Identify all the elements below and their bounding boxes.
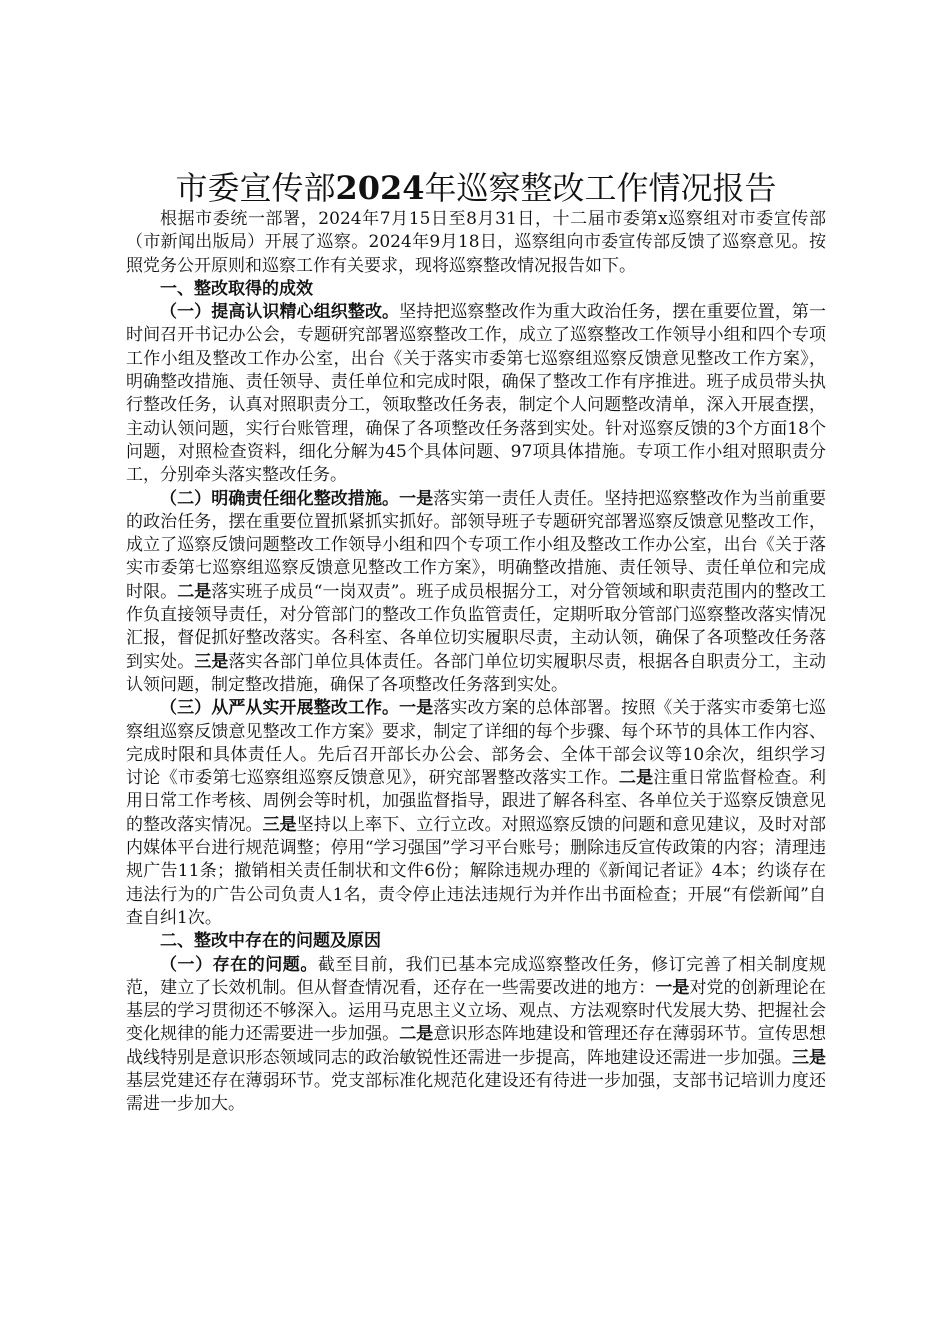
document-page: [126, 168, 826, 1117]
section1-p3-text-1: 落实改方案的总体部署。按照《关于落实市委第七巡察组巡察反馈意见整改工作方案》要求，制定了详细的每个步骤、每个环节的具体工作内容、完成时限和具体责任人。先后召开部长办公会、部务会、全体干部会议等10余次，组织学习讨论《市委第七巡察组巡察反馈意见》，研究部署整改落实工作。: [126, 698, 827, 789]
section1-paragraph-3: [126, 697, 826, 930]
section2-paragraph-1: [126, 954, 826, 1117]
section1-p2-marker-1: 一是: [399, 488, 434, 509]
section1-p1-text: 坚持把巡察整改作为重大政治任务，摆在重要位置，第一时间召开书记办公会，专题研究部署巡察整改工作，成立了巡察整改工作领导小组和四个专项工作小组及整改工作办公室，出台《关于落实市委第七巡察组巡察反馈意见整改工作方案》，明确整改措施、责任领导、责任单位和完成时限，确保了整改工作有序推进。班子成员带头执行整改任务，认真对照职责分工，领取整改任务表，制定个人问题整改清单，深入开展查摆，主动认领问题，实行台账管理，确保了各项整改任务落到实处。针对巡察反馈的3个方面18个问题，对照检查资料，细化分解为45个具体问题、97项具体措施。专项工作小组对照职责分工，分别牵头落实整改任务。: [126, 302, 827, 486]
section2-p1-lead: （一）存在的问题。: [160, 954, 318, 975]
section1-p3-text-3: 坚持以上率下、立行立改。对照巡察反馈的问题和意见建议，及时对部内媒体平台进行规范调整；停用“学习强国”学习平台账号；删除违反宣传政策的内容；清理违规广告11条；撤销相关责任制状和文件6份；解除违规办理的《新闻记者证》4本；约谈存在违法行为的广告公司负责人1名，责令停止违法违规行为并作出书面检查；开展“有偿新闻”自查自纠1次。: [126, 814, 827, 928]
section1-heading: 一、整改取得的成效: [160, 278, 313, 299]
intro-paragraph: 根据市委统一部署，2024年7月15日至8月31日，十二届市委第x巡察组对市委宣传部（市新闻出版局）开展了巡察。2024年9月18日，巡察组向市委宣传部反馈了巡察意见。按照党务公开原则和巡察工作有关要求，现将巡察整改情况报告如下。: [126, 209, 826, 276]
section2-p1-text-3: 基层党建还存在薄弱环节。党支部标准化规范化建设还有待进一步加强，支部书记培训力度还需进一步加大。: [126, 1070, 826, 1115]
title-part1: 市委宣传部: [175, 169, 336, 207]
section1-p3-marker-2: 二是: [618, 768, 654, 789]
section1-paragraph-2: [126, 488, 826, 698]
section2-p1-marker-3: 三是: [791, 1047, 827, 1068]
section1-paragraph-1: [126, 301, 826, 487]
section1-p2-text-1: 落实第一责任人责任。坚持把巡察整改作为当前重要的政治任务，摆在重要位置抓紧抓实抓好。部领导班子专题研究部署巡察反馈意见整改工作，成立了巡察反馈问题整改工作领导小组和四个专项工作小组及整改工作办公室，出台《关于落实市委第七巡察组巡察反馈意见整改工作方案》，明确整改措施、责任领导、责任单位和完成时限。: [126, 488, 827, 602]
section2-p1-text-1: 对党的创新理论在基层的学习贯彻还不够深入。运用马克思主义立场、观点、方法观察时代发展大势、把握社会变化规律的能力还需要进一步加强。: [126, 977, 827, 1045]
section2-heading: 二、整改中存在的问题及原因: [160, 931, 381, 952]
section1-p3-text-2: 注重日常监督检查。利用日常工作考核、周例会等时机，加强监督指导，跟进了解各科室、各单位关于巡察反馈意见的整改落实情况。: [126, 768, 827, 835]
section1-p2-text-2: 落实班子成员“一岗双责”。班子成员根据分工，对分管领域和职责范围内的整改工作负直接领导责任，对分管部门的整改工作负监管责任，定期听取分管部门巡察整改落实情况汇报，督促抓好整改落实。各科室、各单位切实履职尽责，主动认领，确保了各项整改任务落到实处。: [126, 581, 827, 672]
section1-p3-lead: （三）从严从实开展整改工作。: [160, 698, 400, 719]
section1-p2-marker-3: 三是: [194, 651, 229, 672]
section2-p1-marker-2: 二是: [399, 1024, 434, 1045]
section2-p1-text-0: 截至目前，我们已基本完成巡察整改任务，修订完善了相关制度规范，建立了长效机制。但从督查情况看，还存在一些需要改进的地方：: [126, 954, 827, 998]
document-title: [126, 168, 826, 208]
section1-p2-lead: （二）明确责任细化整改措施。: [160, 488, 400, 509]
section1-p3-marker-3: 三是: [262, 814, 297, 835]
title-part2: 年巡察整改工作情况报告: [424, 169, 777, 207]
section2-p1-marker-1: 一是: [655, 977, 690, 998]
section2-p1-text-2: 意识形态阵地建设和管理还存在薄弱环节。宣传思想战线特别是意识形态领域同志的政治敏锐性还需进一步提高，阵地建设还需进一步加强。: [126, 1024, 827, 1068]
section1-p1-lead: （一）提高认识精心组织整改。: [160, 302, 400, 323]
section1-p3-marker-1: 一是: [399, 698, 434, 719]
title-year: 2024: [335, 169, 425, 207]
section1-p2-text-3: 落实各部门单位具体责任。各部门单位切实履职尽责，根据各自职责分工，主动认领问题，制定整改措施，确保了各项整改任务落到实处。: [126, 651, 827, 695]
section1-p2-marker-2: 二是: [177, 581, 212, 602]
